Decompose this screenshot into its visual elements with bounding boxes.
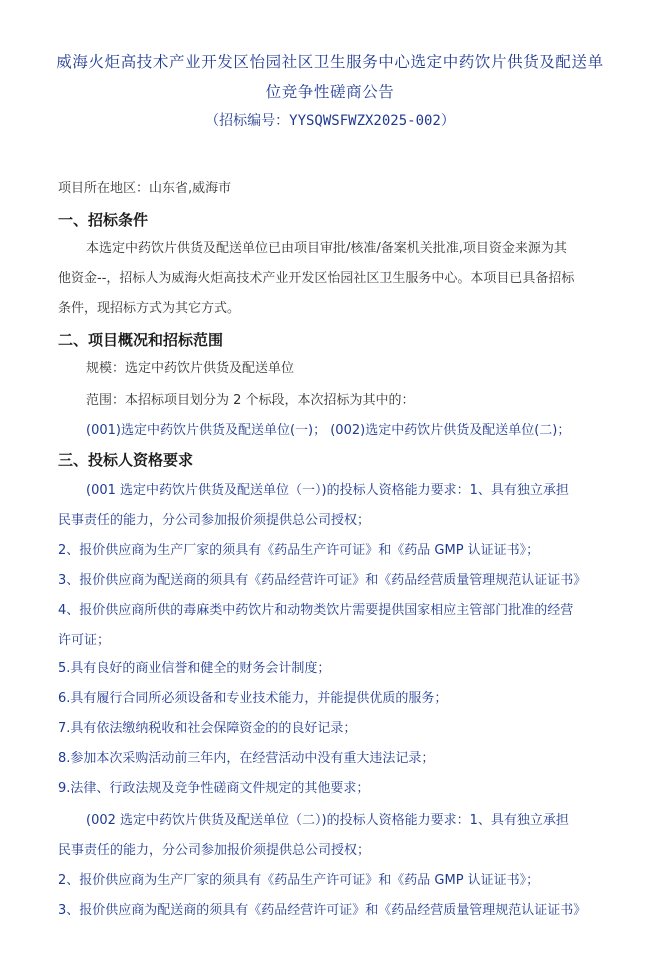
lot1-requirement-line: 许可证； [58,633,111,648]
lot1-requirement-line: 4、报价供应商所供的毒麻类中药饮片和动物类饮片需要提供国家相应主管部门批准的经营 [58,603,574,618]
lot1-requirement-line: 9.法律、行政法规及竞争性磋商文件规定的其他要求； [58,781,370,796]
section-1-para-line: 他资金--，招标人为威海火炬高技术产业开发区怡园社区卫生服务中心。本项目已具备招标 [58,271,575,286]
project-scope: 范围：本招标项目划分为 2 个标段，本次招标为其中的： [86,393,415,408]
lot2-requirement-line: (002 选定中药饮片供货及配送单位（二）)的投标人资格能力要求：1、具有独立承担 [86,813,569,828]
lot1-requirement-line: 民事责任的能力，分公司参加报价须提供总公司授权； [58,513,371,528]
lot1-requirement-line: 8.参加本次采购活动前三年内，在经营活动中没有重大违法记录； [58,751,435,766]
lot1-requirement-line: 3、报价供应商为配送商的须具有《药品经营许可证》和《药品经营质量管理规范认证证书》 [58,573,587,588]
lot1-requirement-line: 5.具有良好的商业信誉和健全的财务会计制度； [58,661,331,676]
lot1-requirement-line: 7.具有依法缴纳税收和社会保障资金的的良好记录； [58,721,357,736]
section-1-para-line: 条件，现招标方式为其它方式。 [58,301,241,316]
lot1-requirement-line: (001 选定中药饮片供货及配送单位（一）)的投标人资格能力要求：1、具有独立承担 [86,483,569,498]
section-3-heading: 三、投标人资格要求 [58,451,194,469]
lot1-requirement-line: 2、报价供应商为生产厂家的须具有《药品生产许可证》和《药品 GMP 认证证书》； [58,543,540,558]
lot2-requirement-line: 2、报价供应商为生产厂家的须具有《药品生产许可证》和《药品 GMP 认证证书》； [58,873,540,888]
title-line-1: 威海火炬高技术产业开发区怡园社区卫生服务中心选定中药饮片供货及配送单 [56,53,604,71]
section-2-heading: 二、项目概况和招标范围 [58,331,224,349]
section-1-para-line: 本选定中药饮片供货及配送单位已由项目审批/核准/备案机关批准,项目资金来源为其 [86,241,567,256]
tender-code: （招标编号：YYSQWSFWZX2025-002） [205,113,455,129]
lot1-requirement-line: 6.具有履行合同所必须设备和专业技术能力，并能提供优质的服务； [58,691,448,706]
lot2-requirement-line: 民事责任的能力，分公司参加报价须提供总公司授权； [58,843,371,858]
title-line-2: 位竞争性磋商公告 [265,83,395,101]
project-scale: 规模：选定中药饮片供货及配送单位 [86,361,295,376]
lot2-requirement-line: 3、报价供应商为配送商的须具有《药品经营许可证》和《药品经营质量管理规范认证证书》 [58,903,587,918]
section-1-heading: 一、招标条件 [58,211,149,229]
project-location: 项目所在地区：山东省,威海市 [58,181,232,196]
lot-list: (001)选定中药饮片供货及配送单位(一)； (002)选定中药饮片供货及配送单位(二)； [86,423,571,438]
